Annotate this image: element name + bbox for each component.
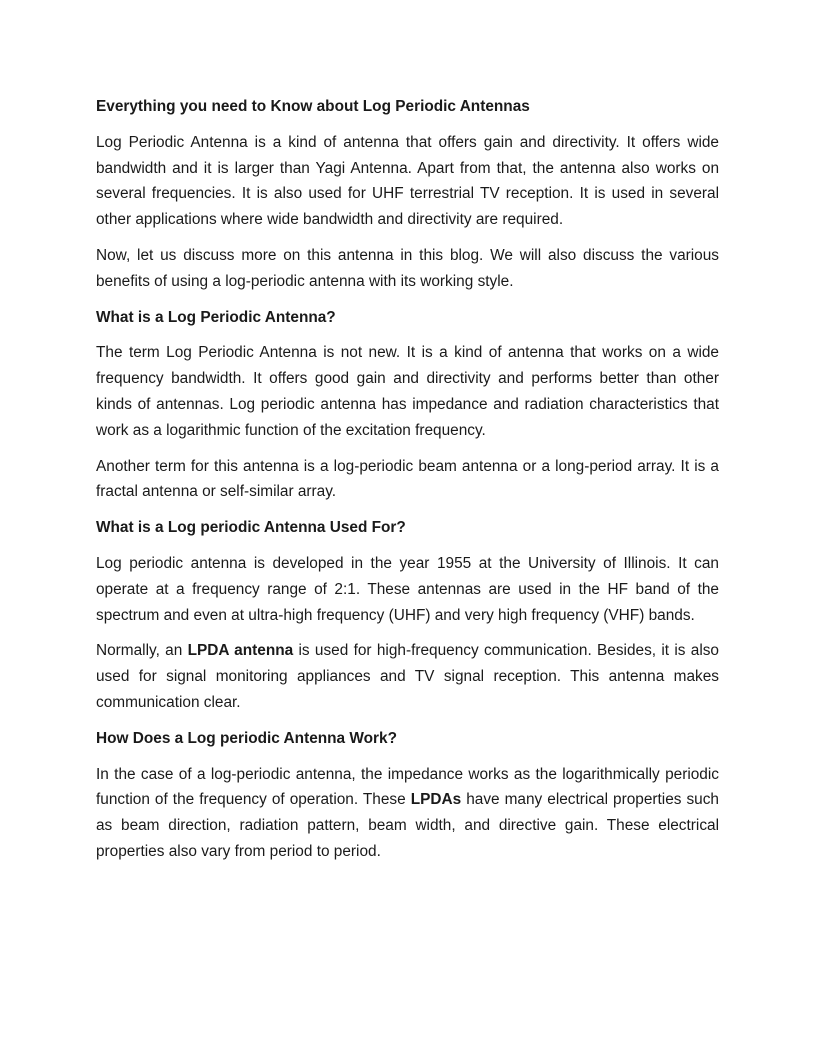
section2-paragraph-2 — [96, 638, 719, 715]
section-heading-what-is: What is a Log Periodic Antenna? — [96, 308, 336, 326]
section1-paragraph-1: The term Log Periodic Antenna is not new. It is a kind of antenna that works on a wide frequency bandwidth. It offers good gain and directivity and performs better than other kinds of antennas. Log periodic antenna has impedance and radiation characteristics that work as a logarithmic function of the excitation frequency. — [96, 344, 719, 439]
intro-paragraph-1: Log Periodic Antenna is a kind of antenna that offers gain and directivity. It offers wide bandwidth and it is larger than Yagi Antenna. Apart from that, the antenna also works on several frequencies. It is also used for UHF terrestrial TV reception. It is used in several other applications where wide bandwidth and directivity are required. — [96, 133, 719, 229]
document-title: Everything you need to Know about Log Periodic Antennas — [96, 98, 530, 115]
section3-p1-lead: In the case of a log-periodic antenna, the impedance works as the logarithmically periodic function of the frequency of operation. These — [96, 765, 719, 809]
section-heading-used-for: What is a Log periodic Antenna Used For? — [96, 519, 406, 537]
section2-p2-lead: Normally, an — [96, 642, 188, 660]
section1-paragraph-2: Another term for this antenna is a log-periodic beam antenna or a long-period array. It is a fractal antenna or self-similar array. — [96, 457, 719, 501]
section2-p2-rest: is used for high-frequency communication. Besides, it is also used for signal monitoring appliances and TV signal reception. This antenna makes communication clear. — [96, 642, 719, 711]
lpdas-term: LPDAs — [410, 791, 462, 809]
section3-paragraph-1 — [96, 762, 719, 865]
intro-paragraph-2: Now, let us discuss more on this antenna in this blog. We will also discuss the various benefits of using a log-periodic antenna with its working style. — [96, 246, 719, 290]
section2-paragraph-1: Log periodic antenna is developed in the year 1955 at the University of Illinois. It can operate at a frequency range of 2:1. These antennas are used in the HF band of the spectrum and even at ultra-high frequency (UHF) and very high frequency (VHF) bands. — [96, 554, 719, 624]
section3-p1-rest: have many electrical properties such as beam direction, radiation pattern, beam width, and directive gain. These electrical properties also vary from period to period. — [96, 791, 719, 860]
section-heading-how-works: How Does a Log periodic Antenna Work? — [96, 729, 397, 747]
lpda-antenna-term: LPDA antenna — [187, 642, 294, 660]
document-page — [96, 94, 719, 875]
